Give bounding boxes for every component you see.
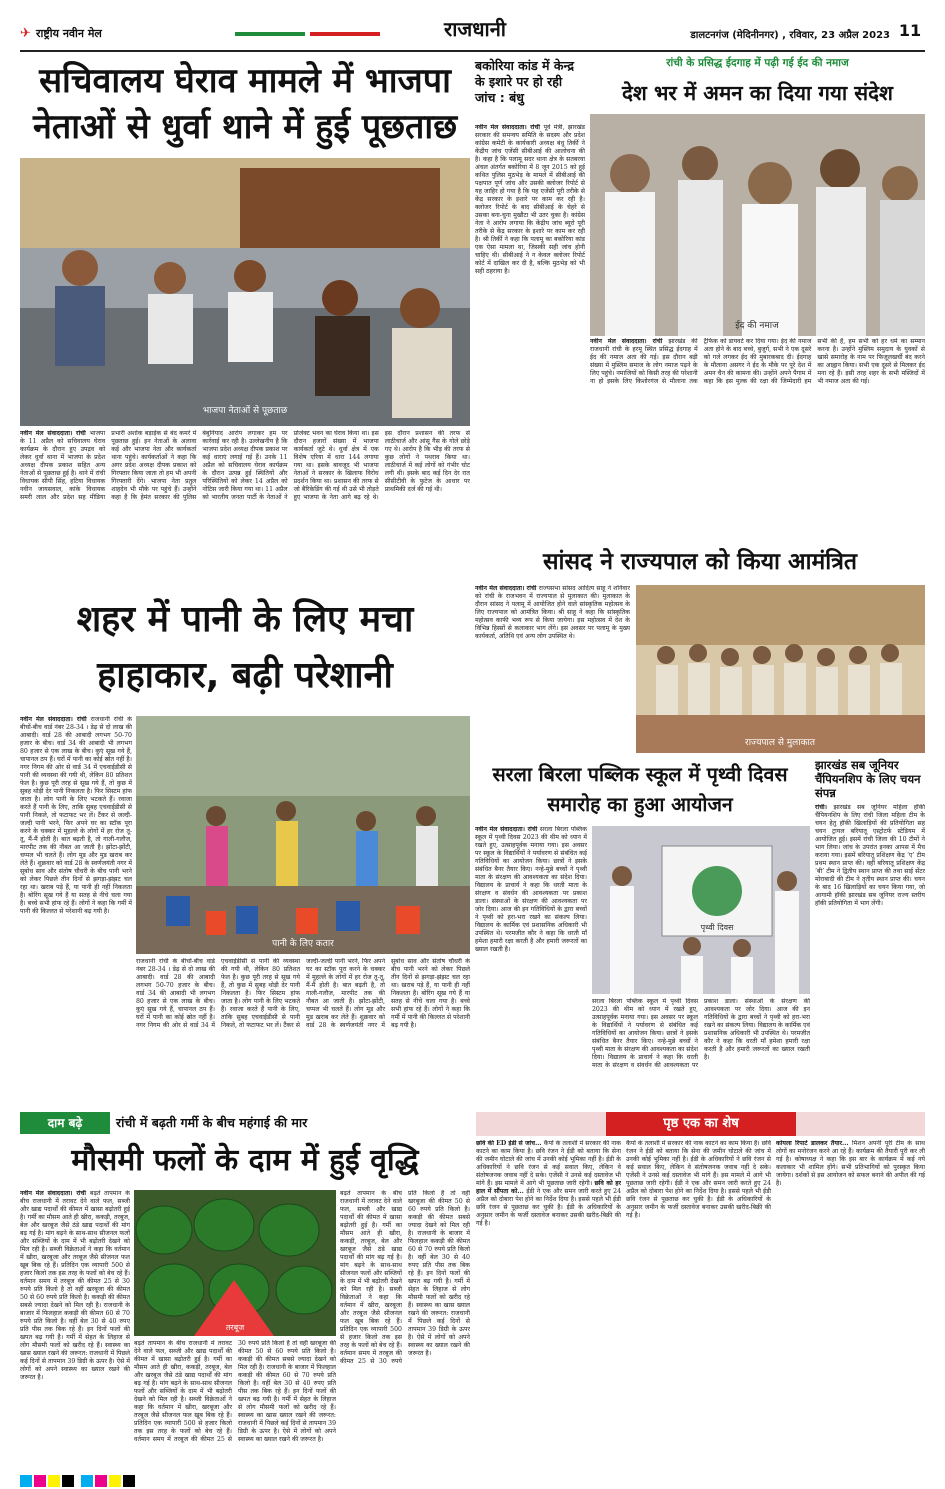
story9-subhead1: छवि की ED ईडी से जांच...: [476, 1140, 544, 1147]
svg-text:ईद की नमाज: ईद की नमाज: [735, 321, 779, 331]
story6-body-lead: [475, 826, 587, 1106]
story9-text1-cont: कैंपों के तलाशी में सरकार की नाक काटने का काम किया है। छवि रंजन ने ईडी को बताया कि सेना की जमीन घोटाले की जांच में उनकी कोई भूमिका नहीं है। ईडी के अधिकारियों ने छवि रंजन से कई सवाल किए, लेकिन वे संतोषजनक जवाब नहीं दे सके। एजेंसी ने उनसे कई दस्तावेज भी मांगे हैं। इस मामले में आगे भी पूछताछ जारी रहेगी।: [626, 1140, 771, 1187]
story9-col3: [776, 1140, 925, 1465]
story3-text: झारखंड की राजधानी रांची के हरमू स्थित प्रसिद्ध ईदगाह में ईद की नमाज अता की गई। इस दौरान बड़ी संख्या में मुस्लिम समाज के लोग नमाज पढ़ने के लिए पहुंचे। नमाजियों को किसी तरह की परेशानी ना हो इसके लिए किशोरगंज से मौलाना तक ट्रैफिक को डायवर्ट कर दिया गया। ईद की नमाज अता होने के बाद बच्चे, बुजुर्ग, सभी ने एक दूसरे को गले लगकर ईद की मुबारकबाद दी। ईदगाह के मौलाना असगर ने ईद के मौके पर पूरे देश में अमन चैन की कामना की। उन्होंने अपने पैगाम में कहा कि इस मुल्क की रक्षा की जिम्मेदारी हम सभी की है, हम सभी को हर धर्म का सम्मान करना है। उन्होंने मुस्लिम समुदाय के युवकों से खासे समारोह के नाम पर फिजूलखर्ची बंद करने का आह्वान किया। सभी एक दूसरे से मिलकर ईद मना रहे हैं। इसी तरह शहर के सभी मस्जिदों में भी नमाज अता की गई।: [590, 338, 925, 385]
story8-body-cols: [134, 1340, 336, 1465]
story1-photo: [20, 158, 470, 426]
color-registration-bar: [20, 1472, 925, 1484]
svg-text:भाजपा नेताओं से पूछताछ: भाजपा नेताओं से पूछताछ: [202, 406, 288, 416]
governor-photo: [636, 585, 925, 753]
story5-headline: सांसद ने राज्यपाल को किया आमंत्रित: [542, 549, 858, 575]
story7-text: झारखंड सब जूनियर महिला हॉकी चैंपियनशिप के लिए रांची जिला महिला टीम के चयन हेतु हॉकी खिलाड़ियों की प्रतियोगिता सह चयन ट्रायल बरियातू एस्ट्रोटर्फ स्टेडियम में आयोजित हुई। इसमें रांची जिला की 10 टीमों ने भाग लिया। जांच के उपरांत इनका आपस में मैच कराया गया। इसमें बरियातू प्रशिक्षण केंद्र ‘ए’ टीम प्रथम स्थान प्राप्त की। वहीं बरियातू प्रशिक्षण केंद्र ‘बी’ टीम ने द्वितीय स्थान प्राप्त की तथा साई सेंटर मोराबादी की टीम ने तृतीय स्थान प्राप्त की। चयन के बाद 16 खिलाड़ियों का चयन किया गया, जो आगामी हॉकी झारखंड सब जूनियर राज्य स्तरीय हॉकी प्रतियोगिता में भाग लेंगी।: [815, 804, 925, 907]
story9-text1: कैंपों के तलाशी में सरकार की नाक काटने का काम किया है। छवि रंजन ने ईडी को बताया कि सेना की जमीन घोटाले की जांच में उनकी कोई भूमिका नहीं है। ईडी के अधिकारियों ने छवि रंजन से कई सवाल किए, लेकिन वे संतोषजनक जवाब नहीं दे सके। एजेंसी ने उनसे कई दस्तावेज भी मांगे हैं। इस मामले में आगे भी पूछताछ जारी रहेगी।: [476, 1140, 621, 1187]
dateline: डालटनगंज (मेदिनीनगर) , रविवार, 23 अप्रैल 2023: [690, 30, 890, 41]
story5-byline: नवीन मेल संवाददाता। रांची: [475, 585, 539, 592]
story9-text2-cont: ईडी ने एक और समन जारी करते हुए 24 अप्रैल को दोबारा पेश होने का निर्देश दिया है। इससे पहले भी ईडी छवि रंजन से पूछताछ कर चुकी है। ईडी के अधिकारियों के अनुसार जमीन के फर्जी दस्तावेज बनाकर उसकी खरीद-बिक्री की गई है।: [626, 1180, 771, 1219]
story3-body: [590, 338, 925, 530]
story8-text-cont: बढ़ते तापमान के बीच राजधानी में तरावट देने वाले फल, सब्जी और खाद्य पदार्थों की कीमत में खासा बढ़ोतरी हुई है। गर्मी का मौसम आते ही खीरा, ककड़ी, तरबूज, बेल और खरबूज जैसे ठंडे खाद्य पदार्थों की मांग बढ़ गई है। मांग बढ़ने के साथ-साथ सीजनल फलों और सब्जियों के दाम में भी बढ़ोतरी देखने को मिल रही है। सब्जी विक्रेताओं ने कहा कि वर्तमान में खीरा, खरबूजा और तरबूज जैसे सीजनल फल खूब बिक रहे हैं। प्रतिदिन एक व्यापारी 500 से हजार किलो तक इस तरह के फलों को बेच रहे हैं। वर्तमान समय में तरबूज की कीमत 25 से 30 रुपये प्रति किलो है तो वहीं खरबूजा की कीमत 50 से 60 रुपये प्रति किलो है। ककड़ी की कीमत सबसे ज्यादा देखने को मिल रही है। राजधानी के बाजार में फिलहाल ककड़ी की कीमत 60 से 70 रुपये प्रति किलो है। वहीं बेल 30 से 40 रुपए प्रति पीस तक बिक रहे हैं। इन दिनों फलों की खपत बढ़ गयी है। गर्मी में सेहत के लिहाज से लोग मौसमी फलों को खरीद रहे हैं। स्वास्थ्य का खास ख्याल रखने की जरूरत: राजधानी में पिछले कई दिनों से तापमान 39 डिग्री के ऊपर है। ऐसे में लोगों को अपने स्वास्थ्य का ख्याल रखने की जरूरत है।: [134, 1340, 336, 1443]
story4-body-cols: [136, 958, 470, 1106]
story4-headline: शहर में पानी के लिए मचा हाहाकार, बढ़ी परेशानी: [76, 599, 414, 696]
story6-headline: सरला बिरला पब्लिक स्कूल में पृथ्वी दिवस समारोह का हुआ आयोजन: [492, 763, 788, 816]
story8-byline: नवीन मेल संवाददाता। रांची: [20, 1190, 90, 1197]
header-color-marks: [235, 32, 385, 40]
story1-text: भाजपा के 11 अप्रैल को सचिवालय घेराव कार्यक्रम के दौरान हुए उपद्रव को लेकर धुर्वा थाना में भाजपा के प्रदेश अध्यक्ष दीपक प्रकाश सहित अन्य नेताओं से पूछताछ हुई है। थाने में रांची विधायक सीपी सिंह, हटिया विधायक नवीन जायसवाल, कांके विधायक समरी लाल और प्रदेश सह मीडिया प्रभारी अशोक बड़ाईक से बंद कमरे में पूछताछ हुई। इन नेताओं के अलावा कई और भाजपा नेता और कार्यकर्ता थाना पहुंचे। कार्यकर्ताओं ने कहा कि अगर प्रदेश अध्यक्ष दीपक प्रकाश को गिरफ्तार किया जाता तो हम भी अपनी गिरफ्तारी देंगे। भाजपा नेता प्रतुल शाहदेव भी मौके पर पहुंचे हैं। उन्होंने कहा है कि हेमंत सरकार की पुलिस बेबुनियाद आरोप लगाकर हम पर कार्रवाई कर रही है। उल्लेखनीय है कि भाजपा प्रदेश अध्यक्ष दीपक प्रकाश पर कई धाराएं लगाई गई हैं। उनके 11 अप्रैल को सचिवालय घेराव कार्यक्रम के दौरान उत्पन्न हुई स्थितियों और परिस्थितियों को लेकर 14 अप्रैल को नोटिस जारी किया गया था। 11 अप्रैल को भारतीय जनता पार्टी के नेताओं ने प्रोजेक्ट भवन का घेराव किया था। इस दौरान हजारों संख्या में भाजपा कार्यकर्ता जुटे थे। धुर्वा क्षेत्र में एक विशेष एरिया में धारा 144 लगाया गया था। इसके बावजूद भी भाजपा नेताओं ने सरकार के खिलाफ विरोध प्रदर्शन किया था। प्रशासन की तरफ से जो बैरिकेडिंग की गई थी उसे भी तोड़ते हुए भाजपा के नेता आगे बढ़ रहे थे। इस दौरान प्रशासन की तरफ से लाठीचार्ज और आंसू गैस के गोले छोड़े गए थे। आरोप है कि भीड़ की तरफ से कुछ लोगों ने पथराव किया था। लाठीचार्ज में कई लोगों को गंभीर चोट लगी थी। इसके बाद कई दिन देर रात सीसीटीवी के फुटेज के आधार पर प्राथमिकी दर्ज की गई थी।: [20, 430, 470, 501]
story2-body: [475, 124, 585, 562]
story8-photo: [134, 1190, 336, 1336]
story3-headline: देश भर में अमन का दिया गया संदेश: [621, 81, 893, 105]
story8-kicker: रांची में बढ़ती गर्मी के बीच महंगाई की मार: [116, 1115, 308, 1130]
water-photo: [136, 716, 470, 954]
story2-text: पूर्व मंत्री, झारखंड सरकार की समन्वय समिति के सदस्य और प्रदेश कांग्रेस कमेटी के कार्यकारी अध्यक्ष बंधु तिर्की ने केंद्रीय जांच एजेंसी सीबीआई की आलोचना की है। कहा है कि पलामू सदर थाना क्षेत्र के सतबरवा अंचल अंतर्गत बकोरिया में 8 जून 2015 को हुई कथित पुलिस मुठभेड़ के मामले में सीबीआई की पक्षपात पूर्ण जांच और उसकी क्लोजर रिपोर्ट से यह जाहिर हो गया है कि यह एजेंसी पूरी तरीके से केंद्र सरकार के इशारे पर काम कर रही है। क्लोजर रिपोर्ट के बाद सीबीआई के चेहरे से उसका बना-चुना मुखौटा भी उतर चुका है। कांग्रेस नेता ने आरोप लगाया कि केंद्रीय जांच ब्यूरो पूरी तरीके से केंद्र सरकार के इशारे पर काम कर रही है। श्री तिर्की ने कहा कि पलामू का बकोरिया कांड एक ऐसा मामला था, जिसकी सही जांच होनी चाहिए थी। सीबीआई ने न केवल क्लोजर रिपोर्ट कोर्ट में दाखिल कर दी है, बल्कि मुठभेड़ को भी सही ठहराया है।: [475, 124, 585, 275]
story9-banner: पृष्ठ एक का शेष: [606, 1112, 796, 1136]
story8-body-right: [340, 1190, 470, 1465]
page-number: 11: [898, 21, 922, 40]
header-rule: [20, 50, 925, 52]
story1-body: [20, 430, 470, 572]
story8-tag: दाम बढ़े: [20, 1112, 110, 1134]
story6-text: सरला बिरला पब्लिक स्कूल में पृथ्वी दिवस 2023 की थीम को ध्यान में रखते हुए, उत्साहपूर्वक मनाया गया। इस अवसर पर स्कूल के विद्यार्थियों ने पर्यावरण से संबंधित कई गतिविधियों का आयोजन किया। छात्रों ने इसके संबंधित बैनर तैयार किए। नन्हे-मुन्ने बच्चों ने पृथ्वी माता के संरक्षण की आवश्यकता का संदेश दिया। विद्यालय के प्राचार्य ने कहा कि धरती माता के संरक्षण व संवर्धन की आवश्यकता पर प्रकाश डाला। संस्थाओं के संरक्षण की आवश्यकता पर जोर दिया। आज की इन गतिविधियों के द्वारा बच्चों ने पृथ्वी को हरा-भरा रखने का संकल्प लिया। विद्यालय के कार्मिक एवं प्रशासनिक अधिकारी भी उपस्थित थे। परमजीत कौर ने कहा कि धरती माँ हमेशा हमारी रक्षा करती है और हमारी जरूरतों का ख्याल रखती है।: [475, 826, 587, 953]
story4-text-cont: राजधानी रांची के बीचों-बीच वार्ड नंबर 28-34 । डेढ़ से दो लाख की आबादी। वार्ड 28 की आबादी लगभग 50-70 हजार के बीच। वार्ड 34 की आबादी भी लगभग 80 हजार से एक लाख के बीच। कुएं सूख गये हैं, चापानल ठप हैं। घरों में पानी का कोई स्रोत नहीं है। नगर निगम की ओर से वार्ड 34 में एचवाईडीसी से पानी की व्यवस्था की गयी थी, लेकिन 80 प्रतिशत फेल है। कुछ पूरी तरह से सूख गये हैं, तो कुछ में सुबह थोड़ी देर पानी निकलता है। फिर सिस्टम हांफ जाता है। लोग पानी के लिए भटकते हैं। रवाजा करते हैं पानी के लिए, ताकि सुबह एचवाईडीसी से पानी निकले, तो फटाफट भर लें। टैंकर से जल्दी-जल्दी पानी भरने, फिर अपने घर का स्टॉक पूरा करने के चक्कर में मुहल्ले के लोगों में हर रोज तू-तू, मैं-मैं होती है। बात बढ़ती है, तो गाली-गलौज, मारपीट तक की नौबत आ जाती है। झोंटा-झोंटी, चप्पल भी चलते हैं। लोग मूड और मुड खराब कर लेते हैं। शुक्रवार को वार्ड 28 के स्वर्णजयंती नगर में सुबोध साव और संतोष चौधरी के बीच पानी भरने को लेकर पिछले तीन दिनों से झगड़ा-झंझट चल रहा था। खराब पड़े हैं, या पानी ही नहीं निकलता है। बोरिंग सूख गये हैं या सतह से नीचे चला गया है। बच्चे सभी हांफ रहे हैं। लोगों ने कहा कि गर्मी में पानी की किल्लत से परेशानी बढ़ गयी है।: [136, 958, 470, 1029]
story3-kicker: रांची के प्रसिद्ध ईदगाह में पढ़ी गई ईद की नमाज: [666, 57, 849, 69]
story1-headline: सचिवालय घेराव मामले में भाजपा नेताओं से धुर्वा थाने में हुई पूछताछ: [32, 61, 458, 147]
story9-banner-right: [796, 1112, 925, 1136]
story5-body: [475, 585, 630, 750]
story9-col1: [476, 1140, 621, 1465]
story4-text: राजधानी रांची के बीचों-बीच वार्ड नंबर 28-34 । डेढ़ से दो लाख की आबादी। वार्ड 28 की आबादी लगभग 50-70 हजार के बीच। वार्ड 34 की आबादी भी लगभग 80 हजार से एक लाख के बीच। कुएं सूख गये हैं, चापानल ठप हैं। घरों में पानी का कोई स्रोत नहीं है। नगर निगम की ओर से वार्ड 34 में एचवाईडीसी से पानी की व्यवस्था की गयी थी, लेकिन 80 प्रतिशत फेल है। कुछ पूरी तरह से सूख गये हैं, तो कुछ में सुबह थोड़ी देर पानी निकलता है। फिर सिस्टम हांफ जाता है। लोग पानी के लिए भटकते हैं। रवाजा करते हैं पानी के लिए, ताकि सुबह एचवाईडीसी से पानी निकले, तो फटाफट भर लें। टैंकर से जल्दी-जल्दी पानी भरने, फिर अपने घर का स्टॉक पूरा करने के चक्कर में मुहल्ले के लोगों में हर रोज तू-तू, मैं-मैं होती है। बात बढ़ती है, तो गाली-गलौज, मारपीट तक की नौबत आ जाती है। झोंटा-झोंटी, चप्पल भी चलते हैं। लोग मूड और मुड खराब कर लेते हैं। शुक्रवार को वार्ड 28 के स्वर्णजयंती नगर में सुबोध साव और संतोष चौधरी के बीच पानी भरने को लेकर पिछले तीन दिनों से झगड़ा-झंझट चल रहा था। खराब पड़े हैं, या पानी ही नहीं निकलता है। बोरिंग सूख गये हैं या सतह से नीचे चला गया है। बच्चे सभी हांफ रहे हैं। लोगों ने कहा कि गर्मी में पानी की किल्लत से परेशानी बढ़ गयी है।: [20, 716, 132, 915]
story8-text: बढ़ते तापमान के बीच राजधानी में तरावट देने वाले फल, सब्जी और खाद्य पदार्थों की कीमत में खासा बढ़ोतरी हुई है। गर्मी का मौसम आते ही खीरा, ककड़ी, तरबूज, बेल और खरबूज जैसे ठंडे खाद्य पदार्थों की मांग बढ़ गई है। मांग बढ़ने के साथ-साथ सीजनल फलों और सब्जियों के दाम में भी बढ़ोतरी देखने को मिल रही है। सब्जी विक्रेताओं ने कहा कि वर्तमान में खीरा, खरबूजा और तरबूज जैसे सीजनल फल खूब बिक रहे हैं। प्रतिदिन एक व्यापारी 500 से हजार किलो तक इस तरह के फलों को बेच रहे हैं। वर्तमान समय में तरबूज की कीमत 25 से 30 रुपये प्रति किलो है तो वहीं खरबूजा की कीमत 50 से 60 रुपये प्रति किलो है। ककड़ी की कीमत सबसे ज्यादा देखने को मिल रही है। राजधानी के बाजार में फिलहाल ककड़ी की कीमत 60 से 70 रुपये प्रति किलो है। वहीं बेल 30 से 40 रुपए प्रति पीस तक बिक रहे हैं। इन दिनों फलों की खपत बढ़ गयी है। गर्मी में सेहत के लिहाज से लोग मौसमी फलों को खरीद रहे हैं। स्वास्थ्य का खास ख्याल रखने की जरूरत: राजधानी में पिछले कई दिनों से तापमान 39 डिग्री के ऊपर है। ऐसे में लोगों को अपने स्वास्थ्य का ख्याल रखने की जरूरत है।: [20, 1190, 130, 1381]
story9-text3: मिशन अपनी पूरी टीम के साथ लोगों का मनोरंजन करने आ रहे हैं। कार्यक्रम की तैयारी पूरी कर ली गई है। कोषाध्यक्ष ने कहा कि इस बार के कार्यक्रम में कई नये कलाकार भी शामिल होंगे। सभी प्रतिभागियों को पुरस्कृत किया जायेगा। दर्शकों से इस आयोजन को सफल बनाने की अपील की गई है।: [776, 1140, 925, 1187]
svg-text:पानी के लिए कतार: पानी के लिए कतार: [272, 939, 334, 949]
story4-byline: नवीन मेल संवाददाता। रांची: [20, 716, 91, 723]
svg-text:पृथ्वी दिवस: पृथ्वी दिवस: [700, 923, 734, 932]
meeting-photo: [20, 158, 470, 426]
masthead-logo: [20, 22, 230, 46]
school-photo: [592, 826, 810, 994]
eid-photo: [590, 114, 925, 336]
story5-photo: [636, 585, 925, 753]
story7-body: [815, 804, 925, 1106]
story2-byline: नवीन मेल संवाददाता। रांची: [475, 124, 544, 131]
story3-photo: [590, 114, 925, 336]
story4-photo: [136, 716, 470, 954]
story7-headline: झारखंड सब जूनियर चैंपियनशिप के लिए चयन संपन्न: [815, 758, 921, 800]
bird-icon: ✈: [20, 26, 31, 41]
story6-body-cols: [592, 998, 810, 1106]
story9-banner-left: [476, 1112, 606, 1136]
story8-body-lead: [20, 1190, 130, 1465]
section-title: राजधानी: [444, 17, 506, 41]
fruits-photo: [134, 1190, 336, 1336]
story7-byline: रांची।: [815, 804, 834, 811]
story6-photo: [592, 826, 810, 994]
story9-text2: ईडी ने एक और समन जारी करते हुए 24 अप्रैल को दोबारा पेश होने का निर्देश दिया है। इससे पहले भी ईडी छवि रंजन से पूछताछ कर चुकी है। ईडी के अधिकारियों के अनुसार जमीन के फर्जी दस्तावेज बनाकर उसकी खरीद-बिक्री की गई है।: [476, 1188, 621, 1227]
story1-byline: नवीन मेल संवाददाता। रांची: [20, 430, 90, 437]
story2-headline: बकोरिया कांड में केन्द्र के इशारे पर हो रही जांच : बंधु: [475, 58, 574, 105]
svg-text:तरबूज: तरबूज: [225, 1323, 245, 1332]
story8-text-right: बढ़ते तापमान के बीच राजधानी में तरावट देने वाले फल, सब्जी और खाद्य पदार्थों की कीमत में खासा बढ़ोतरी हुई है। गर्मी का मौसम आते ही खीरा, ककड़ी, तरबूज, बेल और खरबूज जैसे ठंडे खाद्य पदार्थों की मांग बढ़ गई है। मांग बढ़ने के साथ-साथ सीजनल फलों और सब्जियों के दाम में भी बढ़ोतरी देखने को मिल रही है। सब्जी विक्रेताओं ने कहा कि वर्तमान में खीरा, खरबूजा और तरबूज जैसे सीजनल फल खूब बिक रहे हैं। प्रतिदिन एक व्यापारी 500 से हजार किलो तक इस तरह के फलों को बेच रहे हैं। वर्तमान समय में तरबूज की कीमत 25 से 30 रुपये प्रति किलो है तो वहीं खरबूजा की कीमत 50 से 60 रुपये प्रति किलो है। ककड़ी की कीमत सबसे ज्यादा देखने को मिल रही है। राजधानी के बाजार में फिलहाल ककड़ी की कीमत 60 से 70 रुपये प्रति किलो है। वहीं बेल 30 से 40 रुपए प्रति पीस तक बिक रहे हैं। इन दिनों फलों की खपत बढ़ गयी है। गर्मी में सेहत के लिहाज से लोग मौसमी फलों को खरीद रहे हैं। स्वास्थ्य का खास ख्याल रखने की जरूरत: राजधानी में पिछले कई दिनों से तापमान 39 डिग्री के ऊपर है। ऐसे में लोगों को अपने स्वास्थ्य का ख्याल रखने की जरूरत है।: [340, 1190, 470, 1365]
story9-col2: [626, 1140, 771, 1465]
story8-headline: मौसमी फलों के दाम में हुई वृद्धि: [71, 1143, 419, 1178]
story3-byline: नवीन मेल संवाददाता। रांची: [590, 338, 669, 345]
story4-body-lead: [20, 716, 132, 1106]
story6-byline: नवीन मेल संवाददाता। रांची: [475, 826, 540, 833]
svg-text:राज्यपाल से मुलाकात: राज्यपाल से मुलाकात: [745, 738, 815, 748]
masthead-text: राष्ट्रीय नवीन मेल: [36, 27, 102, 40]
story9-subhead2: छवि को हर हाल में सौंपता को...: [476, 1180, 621, 1195]
story5-text: राज्यसभा सांसद आदित्य साहू ने शनिवार को रांची के राजभवन में राज्यपाल से मुलाकात की। मुलाकात के दौरान सांसद ने पलामू में आयोजित होने वाले सांस्कृतिक महोत्सव के लिए राज्यपाल को आमंत्रित किया। श्री साहू ने कहा कि सांस्कृतिक महोत्सव काफी भव्य रूप से किया जायेगा। इस महोत्सव में देश के विभिन्न हिस्सों से कलाकार भाग लेंगे। इस अवसर पर पलामू के मुख्य कार्यकर्ता, अतिथि एवं अन्य लोग उपस्थित थे।: [475, 585, 630, 640]
story9-subhead3: कोयला रिपार्ट डालकर तैयार...: [776, 1140, 852, 1147]
story6-text-cont: सरला बिरला पब्लिक स्कूल में पृथ्वी दिवस 2023 की थीम को ध्यान में रखते हुए, उत्साहपूर्वक मनाया गया। इस अवसर पर स्कूल के विद्यार्थियों ने पर्यावरण से संबंधित कई गतिविधियों का आयोजन किया। छात्रों ने इसके संबंधित बैनर तैयार किए। नन्हे-मुन्ने बच्चों ने पृथ्वी माता के संरक्षण की आवश्यकता का संदेश दिया। विद्यालय के प्राचार्य ने कहा कि धरती माता के संरक्षण व संवर्धन की आवश्यकता पर प्रकाश डाला। संस्थाओं के संरक्षण की आवश्यकता पर जोर दिया। आज की इन गतिविधियों के द्वारा बच्चों ने पृथ्वी को हरा-भरा रखने का संकल्प लिया। विद्यालय के कार्मिक एवं प्रशासनिक अधिकारी भी उपस्थित थे। परमजीत कौर ने कहा कि धरती माँ हमेशा हमारी रक्षा करती है और हमारी जरूरतों का ख्याल रखती है।: [592, 998, 810, 1069]
